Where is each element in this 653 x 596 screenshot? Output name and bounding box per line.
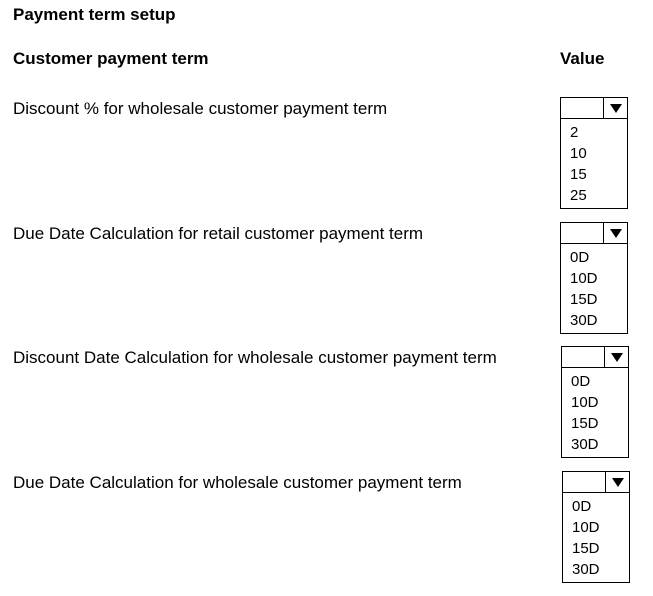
dropdown-option[interactable]: 15: [570, 166, 587, 183]
dropdown-due-date-retail: [560, 222, 628, 334]
dropdown-option[interactable]: 0D: [571, 373, 591, 390]
triangle-down-icon: [612, 478, 624, 487]
dropdown-option[interactable]: 25: [570, 187, 587, 204]
dropdown-option[interactable]: 0D: [572, 498, 592, 515]
dropdown-option[interactable]: 15D: [570, 291, 598, 308]
dropdown-option[interactable]: 30D: [572, 561, 600, 578]
dropdown-select[interactable]: [562, 471, 630, 493]
dropdown-option[interactable]: 2: [570, 124, 579, 141]
row-label-due-date-retail: Due Date Calculation for retail customer payment term: [13, 224, 424, 243]
dropdown-button[interactable]: [603, 98, 627, 118]
dropdown-select[interactable]: [560, 222, 628, 244]
column-header-term: Customer payment term: [13, 49, 209, 68]
dropdown-options-list: [561, 368, 629, 458]
dropdown-option[interactable]: 30D: [570, 312, 598, 329]
dropdown-option[interactable]: 10D: [571, 394, 599, 411]
dropdown-option[interactable]: 10D: [570, 270, 598, 287]
triangle-down-icon: [610, 229, 622, 238]
dropdown-discount-date-wholesale: [561, 346, 629, 458]
row-label-due-date-wholesale: Due Date Calculation for wholesale customer payment term: [13, 473, 462, 492]
dropdown-options-list: [560, 119, 628, 209]
triangle-down-icon: [610, 104, 622, 113]
dropdown-option[interactable]: 0D: [570, 249, 590, 266]
row-label-discount-date-wholesale: Discount Date Calculation for wholesale customer payment term: [13, 348, 497, 367]
dropdown-options-list: [562, 493, 630, 583]
dropdown-option[interactable]: 10: [570, 145, 587, 162]
dropdown-select[interactable]: [561, 346, 629, 368]
row-label-discount-wholesale: Discount % for wholesale customer payment term: [13, 99, 388, 118]
dropdown-button[interactable]: [604, 347, 628, 367]
dropdown-options-list: [560, 244, 628, 334]
dropdown-discount-wholesale: [560, 97, 628, 209]
dropdown-button[interactable]: [605, 472, 629, 492]
dropdown-option[interactable]: 30D: [571, 436, 599, 453]
triangle-down-icon: [611, 353, 623, 362]
dropdown-due-date-wholesale: [562, 471, 630, 583]
dropdown-option[interactable]: 10D: [572, 519, 600, 536]
page-title: Payment term setup: [13, 5, 176, 24]
dropdown-select[interactable]: [560, 97, 628, 119]
dropdown-option[interactable]: 15D: [572, 540, 600, 557]
dropdown-button[interactable]: [603, 223, 627, 243]
dropdown-option[interactable]: 15D: [571, 415, 599, 432]
column-header-value: Value: [560, 49, 605, 68]
